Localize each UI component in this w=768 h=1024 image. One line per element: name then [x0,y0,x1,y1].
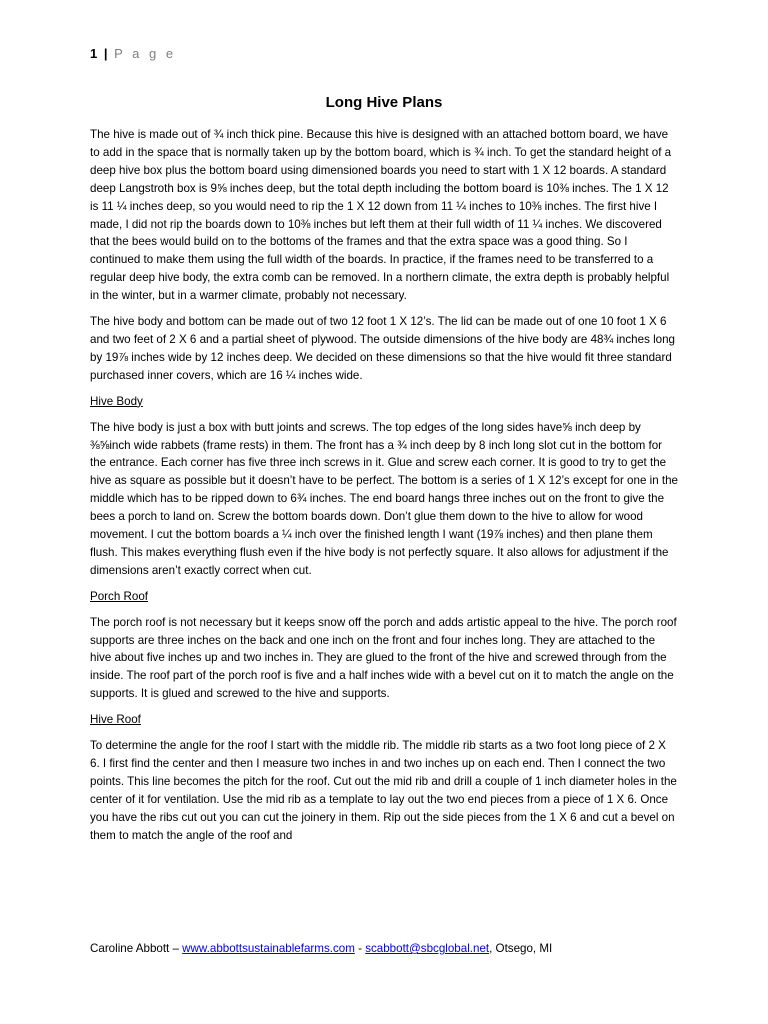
email-link[interactable]: scabbott@sbcglobal.net [365,942,490,955]
section-heading-hive-roof: Hive Roof [90,713,141,727]
footer-location: , Otsego, MI [489,942,553,955]
intro-paragraph: The hive is made out of ¾ inch thick pine. Because this hive is designed with an attached bottom board, we have to add in the space that is normally taken up by the bottom board, which is ¾ inch. To get the standard height of a deep hive box plus the bottom board using dimensioned boards you need to start with 1 X 12 boards. A standard deep Langstroth box is 9⅝ inches deep, but the total depth including the bottom board is 10⅜ inches. The 1 X 12 is 11 ¼ inches deep, so you would need to rip the 1 X 12 down from 11 ¼ inches to 10⅜ inches. The first hive I made, I did not rip the boards down to 10⅜ inches but left them at their full width of 11 ¼ inches. We discovered that the bees would build on to the bottoms of the frames and that the extra space was a good thing. So I continued to make them using the full width of the boards. In practice, if the frames need to be transferred to a regular deep hive body, the extra comb can be removed. In a northern climate, the extra depth is probably helpful in the winter, but in a warmer climate, probably not necessary. [90,128,672,303]
document-title: Long Hive Plans [325,94,443,111]
header-separator: | [103,46,108,61]
page-footer [90,942,552,955]
document-body [90,126,678,932]
page-header [90,46,176,61]
footer-author: Caroline Abbott – [90,942,183,955]
hive-body-paragraph: The hive body is just a box with butt joints and screws. The top edges of the long sides have⅝ inch deep by ⅜⅝inch wide rabbets (frame rests) in them. The front has a ¾ inch deep by 8 inch long slot cut in the bottom for the entrance. Each corner has five three inch screws in it. Glue and screw each corner. It is good to try to get the hive as square as possible but it doesn’t have to be perfect. The bottom is a series of 1 X 12’s except for one in the middle which has to be ripped down to 6¾ inches. The end board hangs three inches out on the front to give the bees a porch to land on. Screw the bottom boards down. Don’t glue them down to the hive to allow for wood movement. I cut the bottom boards a ¼ inch over the finished length I want (19⅞ inches) and then plane them flush. This makes everything flush even if the hive body is not perfectly square. It also allows for adjustment if the dimensions aren’t exactly correct when cut. [90,420,678,577]
page-number: 1 [90,46,98,61]
section-heading-hive-body: Hive Body [90,394,143,408]
dimensions-paragraph: The hive body and bottom can be made out of two 12 foot 1 X 12’s. The lid can be made out of one 10 foot 1 X 6 and two feet of 2 X 6 and a partial sheet of plywood. The outside dimensions of the hive body are 48¾ inches long by 19⅞ inches wide by 12 inches deep. We decided on these dimensions so that the hive would fit three standard purchased inner covers, which are 16 ¼ inches wide. [90,315,676,382]
footer-dash: - [354,942,366,955]
hive-roof-paragraph: To determine the angle for the roof I start with the middle rib. The middle rib starts as a two foot long piece of 2 X 6. I first find the center and then I measure two inches in and two inches up on each end. Then I connect the two points. This line becomes the pitch for the roof. Cut out the mid rib and drill a couple of 1 inch diameter holes in the center of it for ventilation. Use the mid rib as a template to lay out the two end pieces from a piece of 1 X 6. Once you have the ribs cut out you can cut the joinery in them. Rip out the side pieces from the 1 X 6 and cut a bevel on them to match the angle of the roof and [90,739,677,842]
porch-roof-paragraph: The porch roof is not necessary but it keeps snow off the porch and adds artistic appeal to the hive. The porch roof supports are three inches on the back and one inch on the front and four inches long. They are attached to the hive about five inches up and two inches in. They are glued to the front of the hive and screwed through from the inside. The roof part of the porch roof is five and a half inches wide with a bevel cut on it to match the angle on the supports. It is glued and screwed to the hive and supports. [90,615,677,701]
page-word: P a g e [114,46,177,61]
website-link[interactable]: www.abbottsustainablefarms.com [182,942,355,955]
section-heading-porch-roof: Porch Roof [90,589,148,603]
